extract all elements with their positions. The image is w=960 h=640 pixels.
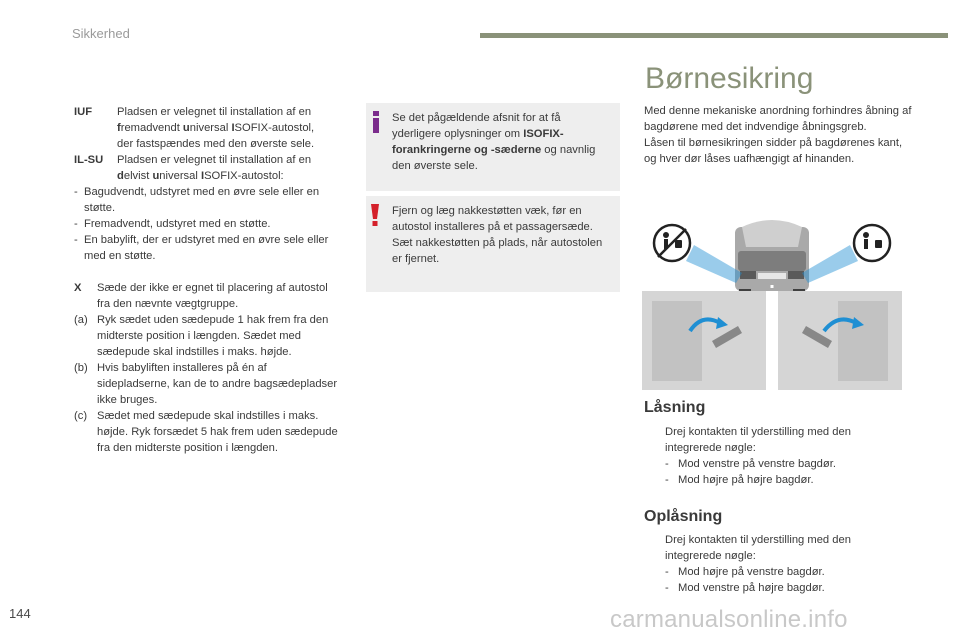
unlocking-steps: Drej kontakten til yderstilling med den integrerede nøgle: - Mod højre på venstre bagdør. - Mod venstre på højre bagdør. — [644, 532, 884, 596]
legend-term-iuf: IUF — [74, 106, 93, 118]
warning-callout: Fjern og læg nakkestøtten væk, før en autostol installeres på et passagersæde. Sæt nakkestøtten på plads, når autostolen er fjernet. — [366, 196, 620, 292]
intro-text: Med denne mekaniske anordning forhindres åbning af bagdørene med det indvendige åbningsgreb. Låsen til børnesikringen sidder på bagdørenes kant, og hver dør låses uafhængigt af hinanden. — [644, 105, 912, 165]
legend-term-x: X — [74, 282, 82, 294]
footnote-a: (a) Ryk sædet uden sædepude 1 hak frem fra den midterste position i længden. Sædet med sædepude skal indstilles i maks. højde. — [74, 314, 329, 358]
section-title-locking: Låsning — [644, 399, 706, 416]
header-rule — [480, 33, 948, 38]
page-number: 144 — [9, 606, 31, 621]
footnote-c: (c) Sædet med sædepude skal indstilles i maks. højde. Ryk forsædet 5 hak frem uden sædepude fra den midterste position i længden. — [74, 410, 338, 454]
info-icon — [369, 111, 383, 133]
right-door-edge-photo — [778, 291, 902, 390]
section-title-unlocking: Oplåsning — [644, 508, 723, 525]
child-lock-symbol-left-icon — [654, 225, 690, 261]
page-title: Børnesikring — [645, 62, 814, 95]
child-lock-symbol-right-icon — [854, 225, 890, 261]
section-header: Sikkerhed — [72, 26, 130, 41]
list-item: - Mod højre på højre bagdør. — [665, 474, 814, 486]
right-pointer — [802, 245, 858, 283]
left-door-edge-photo — [642, 291, 766, 390]
info-callout: Se det pågældende afsnit for at få yderligere oplysninger om ISOFIX-forankringerne og -sæderne og navnlig den øverste sele. — [366, 103, 620, 191]
list-item: - Mod venstre på højre bagdør. — [665, 582, 825, 594]
list-item: - Bagudvendt, udstyret med en øvre sele eller en støtte. — [74, 186, 320, 214]
watermark: carmanualsonline.info — [610, 606, 848, 633]
list-item: - Mod højre på venstre bagdør. — [665, 566, 825, 578]
footnote-b: (b) Hvis babyliften installeres på én af sidepladserne, kan de to andre bagsædepladser ikke bruges. — [74, 362, 338, 406]
locking-steps: Drej kontakten til yderstilling med den integrerede nøgle: - Mod venstre på venstre bagdør. - Mod højre på højre bagdør. — [644, 424, 884, 488]
left-pointer — [686, 245, 742, 283]
legend-ilsu: IL-SU Pladsen er velegnet til installation af en delvist universal ISOFIX-autostol: — [74, 154, 312, 182]
legend-term-ilsu: IL-SU — [74, 154, 104, 166]
list-item: - Mod venstre på venstre bagdør. — [665, 458, 836, 470]
legend-iuf: IUF Pladsen er velegnet til installation af en fremadvendt universal ISOFIX-autostol, der fastspændes med den øverste sele. — [74, 106, 315, 150]
legend-iuf-line1: Pladsen er velegnet til installation af en — [117, 106, 312, 118]
car-rear-view — [735, 220, 809, 295]
legend-x: X Sæde der ikke er egnet til placering af autostol fra den nævnte vægtgruppe. — [74, 282, 328, 310]
list-item: - En babylift, der er udstyret med en øvre sele eller med en støtte. — [74, 234, 329, 262]
list-item: - Fremadvendt, udstyret med en støtte. — [74, 218, 271, 230]
child-lock-illustration — [642, 213, 902, 390]
exclamation-icon — [369, 204, 381, 226]
isofix-legend — [74, 104, 342, 456]
